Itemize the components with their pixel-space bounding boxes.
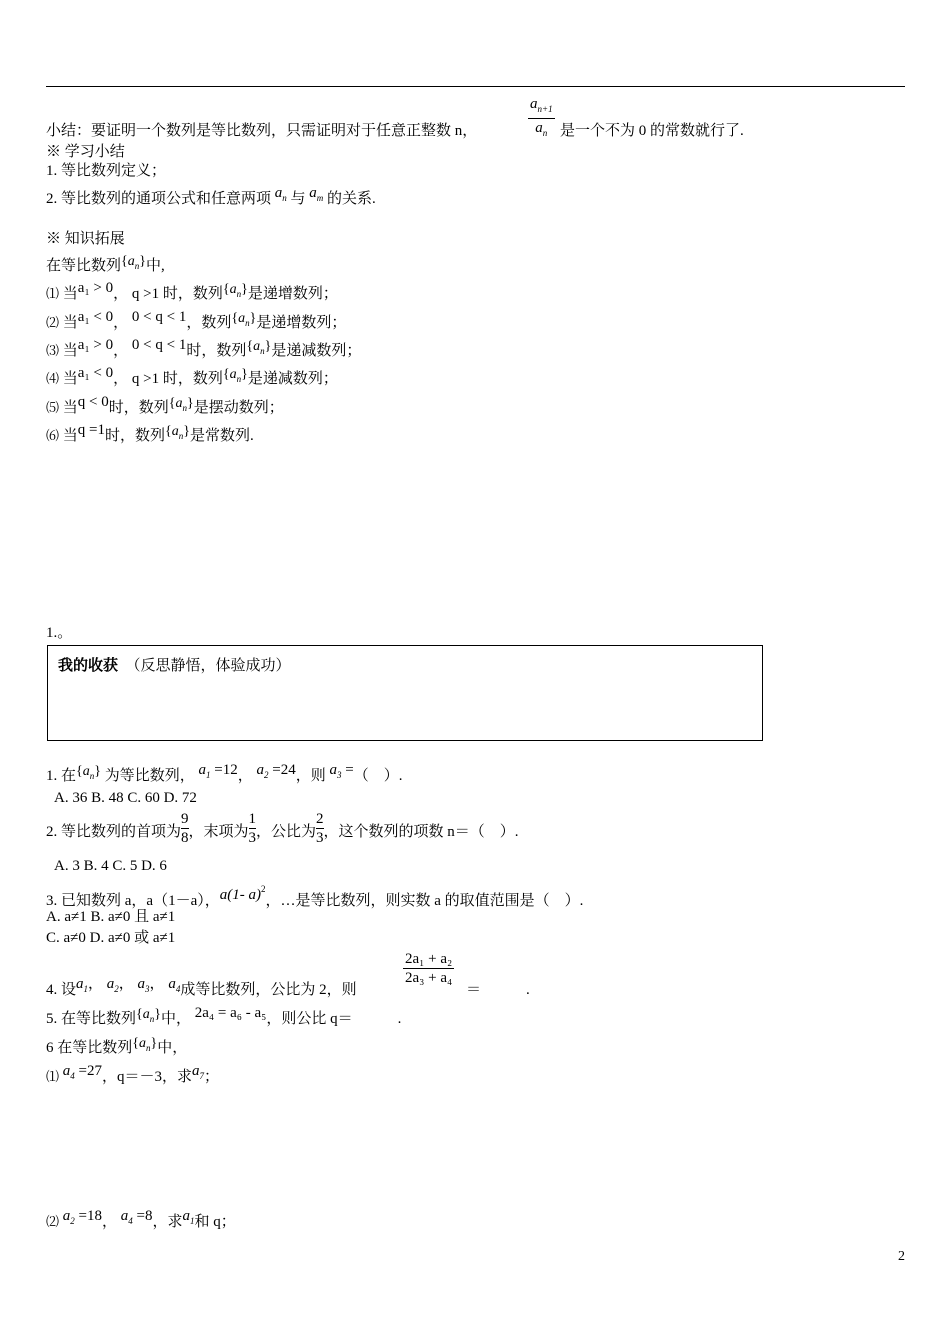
ext-item-1: ⑴ 当a₁ > 0， q >1 时，数列$\{a_n\}$是递增数列； (46, 280, 338, 302)
ext-intro-b: 中, (145, 258, 165, 274)
harvest-note: （反思静悟，体验成功） (125, 658, 291, 674)
ext-heading: ※ 知识拓展 (46, 231, 125, 247)
ext-intro: 在等比数列$\{a_n\}$中, (46, 254, 165, 274)
ratio-num: a (530, 96, 538, 112)
ext-item-3: ⑶ 当a₁ > 0， 0 < q < 1时，数列$\{a_n\}$是递减数列； (46, 337, 362, 359)
study-item2: 2. 等比数列的通项公式和任意两项 $a_n$ 与 $a_m$ 的关系. (46, 185, 376, 207)
summary-text1: 小结：要证明一个数列是等比数列，只需证明对于任意正整数 n， (46, 123, 478, 139)
study-item2-b: 与 (290, 191, 306, 207)
question-3-choices-2: C. a≠0 D. a≠0 或 a≠1 (46, 930, 176, 946)
stray-text: 1.。 (46, 625, 73, 641)
study-item2-a: 2. 等比数列的通项公式和任意两项 (46, 191, 272, 207)
question-3: 3. 已知数列 a，a（1－a），a(1- a)$^2$，…是等比数列，则实数 a 的取值范围是（ ）. (46, 884, 584, 909)
ext-item-4: ⑷ 当a₁ < 0， q >1 时，数列$\{a_n\}$是递减数列； (46, 365, 338, 387)
ext-intro-a: 在等比数列 (46, 258, 122, 274)
question-6-part-1: ⑴ $a_4 =27$，q＝－3，求$a_7$； (46, 1063, 220, 1085)
ext-item-6: ⑹ 当q =1时，数列$\{a_n\}$是常数列. (46, 422, 254, 444)
study-item2-c: 的关系. (327, 191, 376, 207)
ext-item-2: ⑵ 当a₁ < 0， 0 < q < 1，数列$\{a_n\}$是递增数列； (46, 309, 347, 331)
page-number: 2 (898, 1249, 905, 1264)
question-5: 5. 在等比数列$\{a_n\}$中， 2a₄ = a₆ - a₅，则公比 q＝ . (46, 1005, 402, 1027)
question-1: 1. 在$\{a_n\}$ 为等比数列， $a_1 =12$， $a_2 =24$，则 $a_3$ =（ ）. (46, 762, 403, 784)
harvest-title: 我的收获 (58, 658, 119, 674)
summary-text2: 是一个不为 0 的常数就行了. (560, 123, 744, 139)
question-2-choices: A. 3 B. 4 C. 5 D. 6 (54, 858, 167, 874)
question-6: 6 在等比数列$\{a_n\}$中， (46, 1036, 188, 1056)
ratio-den-sub: n (542, 128, 548, 138)
study-item1: 1. 等比数列定义； (46, 163, 167, 179)
question-2: 2. 等比数列的首项为 $\frac{9}{8}$ ，末项为 $\frac{1}{3}$ ，公比为 $\frac{2}{3}$ ，这个数列的项数 n＝（ ）. (46, 811, 519, 846)
question-3-choices-1: A. a≠1 B. a≠0 且 a≠1 (46, 909, 176, 925)
ratio-fraction (528, 95, 555, 142)
question-4-fraction: $\frac{\text{2a₁ + a₂}}{\text{2a₃ + a₄}}$ (405, 951, 453, 986)
question-1-choices: A. 36 B. 48 C. 60 D. 72 (54, 790, 197, 806)
top-rule (46, 86, 905, 87)
question-6-part-2: ⑵ $a_2 =18$， $a_4 =8$，求$a_1$和 q； (46, 1208, 236, 1230)
question-4: 4. 设$a_1$， $a_2$， $a_3$， $a_4$成等比数列，公比为 2，则 (46, 976, 357, 998)
ratio-den: a (535, 120, 543, 136)
question-4-blank: ＝ . (466, 982, 530, 998)
ext-item-5: ⑸ 当q < 0时，数列$\{a_n\}$是摆动数列； (46, 394, 284, 416)
ratio-num-sub: n+1 (537, 104, 553, 114)
summary-line-end (560, 122, 744, 140)
study-heading: ※ 学习小结 (46, 144, 125, 160)
harvest-box (47, 645, 763, 741)
summary-line (46, 122, 477, 140)
